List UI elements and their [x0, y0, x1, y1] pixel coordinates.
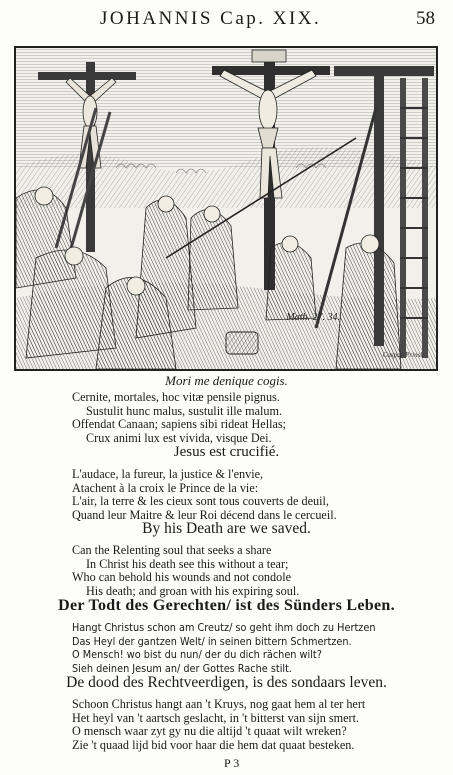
page-number: 58	[416, 8, 435, 29]
dutch-heading: De dood des Rechtveerdigen, is des sondaars leven.	[66, 674, 387, 691]
german-stanza	[72, 621, 376, 675]
latin-stanza	[72, 391, 286, 445]
english-heading: By his Death are we saved.	[142, 520, 311, 537]
french-heading: Jesus est crucifié.	[173, 444, 280, 460]
crucifixion-engraving	[14, 46, 438, 371]
engraver-signature: Caspar Prinsl.	[382, 351, 424, 359]
dutch-line: O mensch waar zyt gy nu die altijd 't quaat wilt wreken?	[72, 724, 347, 739]
dutch-stanza	[72, 698, 365, 752]
german-line: Sieh deinen Jesum an/ der Gottes Rache stilt.	[72, 661, 292, 675]
latin-line: Offendat Canaan; sapiens sibi rideat Hellas;	[72, 417, 287, 432]
plate-reference: Math. 27. 34.	[286, 312, 340, 323]
running-head	[0, 6, 453, 32]
latin-line: Crux animi lux est vivida, visque Dei.	[86, 430, 272, 445]
dutch-line: Schoon Christus hangt aan 't Kruys, nog gaat hem al ter hert	[72, 697, 366, 711]
french-line: Atachent à la croix le Prince de la vie:	[72, 480, 259, 495]
french-stanza	[72, 468, 337, 522]
french-line: L'audace, la fureur, la justice & l'envie,	[72, 467, 264, 481]
dutch-line: Het heyl van 't aartsch geslacht, in 't bitterst van sijn smert.	[72, 710, 360, 725]
english-line: Who can behold his wounds and not condole	[72, 570, 291, 585]
german-heading: Der Todt des Gerechten/ ist des Sünders Leben.	[58, 597, 395, 614]
running-head-title: JOHANNIS Cap. XIX.	[100, 8, 322, 29]
motto-caption: Mori me denique cogis.	[165, 373, 288, 388]
dutch-line: Zie 't quaad lijd bid voor haar die hem dat quaat besteken.	[72, 737, 355, 752]
engraving-illustration	[16, 48, 436, 369]
french-line: Quand leur Maitre & leur Roi décend dans le cercueil.	[72, 507, 337, 522]
gathering-signature: P 3	[224, 756, 240, 770]
english-line: In Christ his death see this without a tear;	[86, 556, 289, 571]
english-line: His death; and groan with his expiring soul.	[86, 583, 300, 598]
german-line: Das Heyl der gantzen Welt/ in seinen bittern Schmertzen.	[72, 634, 352, 648]
latin-line: Sustulit hunc malus, sustulit ille malum.	[86, 403, 283, 418]
latin-line: Cernite, mortales, hoc vitæ pensile pignus.	[72, 390, 280, 404]
german-line: O Mensch! wo bist du nun/ der du dich rächen wilt?	[72, 648, 322, 662]
german-line: Hangt Christus schon am Creutz/ so geht ihm doch zu Hertzen	[72, 621, 376, 634]
english-line: Can the Relenting soul that seeks a share	[72, 543, 272, 557]
french-line: L'air, la terre & les cieux sont tous couverts de deuil,	[72, 494, 329, 509]
english-stanza	[72, 544, 299, 598]
